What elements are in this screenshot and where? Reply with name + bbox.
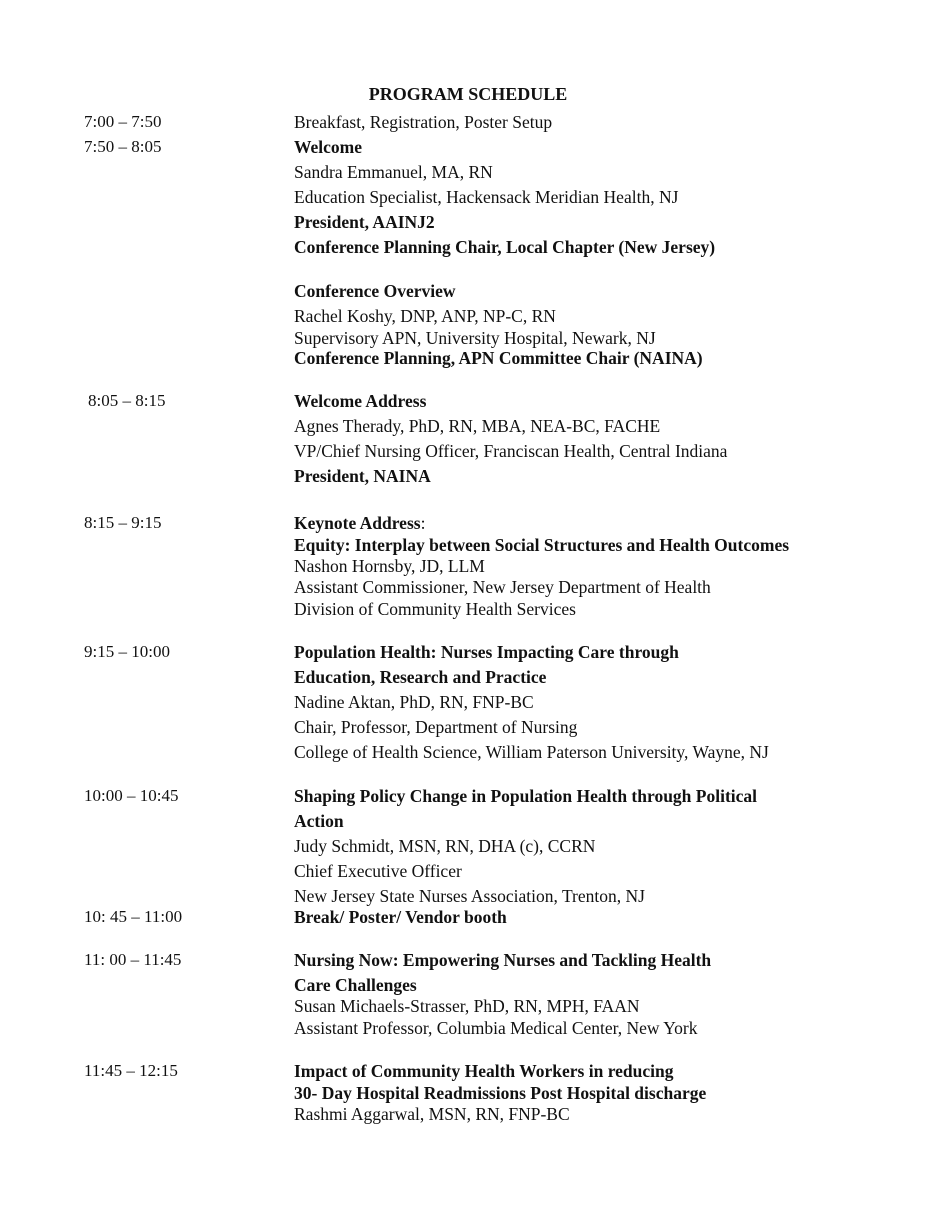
speaker-name: Nadine Aktan, PhD, RN, FNP-BC bbox=[294, 692, 534, 712]
session-title: Shaping Policy Change in Population Health through Political bbox=[294, 786, 758, 806]
session-title: Welcome Address bbox=[294, 391, 427, 411]
speaker-affiliation: Assistant Professor, Columbia Medical Center, New York bbox=[294, 1018, 698, 1038]
speaker-affiliation: College of Health Science, William Paterson University, Wayne, NJ bbox=[294, 742, 769, 762]
session-title: Nursing Now: Empowering Nurses and Tackling Health bbox=[294, 950, 712, 970]
speaker-name: Judy Schmidt, MSN, RN, DHA (c), CCRN bbox=[294, 836, 596, 856]
speaker-role: Conference Planning Chair, Local Chapter (New Jersey) bbox=[294, 237, 716, 257]
time-slot: 8:05 – 8:15 bbox=[88, 391, 166, 410]
session-title: Impact of Community Health Workers in reducing bbox=[294, 1061, 674, 1081]
session-title: 30- Day Hospital Readmissions Post Hospital discharge bbox=[294, 1083, 707, 1103]
time-slot: 10:00 – 10:45 bbox=[84, 786, 179, 805]
session-title: Population Health: Nurses Impacting Care through bbox=[294, 642, 679, 662]
session-title: Equity: Interplay between Social Structures and Health Outcomes bbox=[294, 535, 790, 555]
speaker-affiliation: Supervisory APN, University Hospital, Newark, NJ bbox=[294, 328, 656, 348]
time-slot: 7:00 – 7:50 bbox=[84, 112, 162, 131]
speaker-role: President, NAINA bbox=[294, 466, 431, 486]
time-slot: 7:50 – 8:05 bbox=[84, 137, 162, 156]
speaker-affiliation: Chair, Professor, Department of Nursing bbox=[294, 717, 578, 737]
speaker-affiliation: New Jersey State Nurses Association, Trenton, NJ bbox=[294, 886, 645, 906]
session-title: Care Challenges bbox=[294, 975, 417, 995]
speaker-name: Sandra Emmanuel, MA, RN bbox=[294, 162, 493, 182]
session-title: Education, Research and Practice bbox=[294, 667, 547, 687]
session-title: Welcome bbox=[294, 137, 363, 157]
session-title: Break/ Poster/ Vendor booth bbox=[294, 907, 507, 927]
speaker-name: Agnes Therady, PhD, RN, MBA, NEA-BC, FACHE bbox=[294, 416, 661, 436]
speaker-affiliation: VP/Chief Nursing Officer, Franciscan Health, Central Indiana bbox=[294, 441, 728, 461]
speaker-name: Susan Michaels-Strasser, PhD, RN, MPH, FAAN bbox=[294, 996, 640, 1016]
speaker-affiliation: Division of Community Health Services bbox=[294, 599, 576, 619]
time-slot: 10: 45 – 11:00 bbox=[84, 907, 183, 926]
time-slot: 8:15 – 9:15 bbox=[84, 513, 162, 532]
session-title: Action bbox=[294, 811, 344, 831]
speaker-name: Rashmi Aggarwal, MSN, RN, FNP-BC bbox=[294, 1104, 570, 1124]
speaker-role: President, AAINJ2 bbox=[294, 212, 435, 232]
session-line: Breakfast, Registration, Poster Setup bbox=[294, 112, 553, 132]
speaker-name: Rachel Koshy, DNP, ANP, NP-C, RN bbox=[294, 306, 556, 326]
session-title: Conference Overview bbox=[294, 281, 456, 301]
speaker-role: Conference Planning, APN Committee Chair (NAINA) bbox=[294, 348, 703, 368]
time-slot: 11: 00 – 11:45 bbox=[84, 950, 182, 969]
speaker-affiliation: Education Specialist, Hackensack Meridian Health, NJ bbox=[294, 187, 679, 207]
speaker-affiliation: Assistant Commissioner, New Jersey Department of Health bbox=[294, 577, 711, 597]
keynote-label: Keynote Address bbox=[294, 513, 421, 533]
speaker-affiliation: Chief Executive Officer bbox=[294, 861, 462, 881]
keynote-colon: : bbox=[420, 513, 426, 533]
speaker-name: Nashon Hornsby, JD, LLM bbox=[294, 556, 485, 576]
time-slot: 9:15 – 10:00 bbox=[84, 642, 170, 661]
page-title: PROGRAM SCHEDULE bbox=[368, 84, 568, 104]
session-label bbox=[294, 512, 425, 534]
time-slot: 11:45 – 12:15 bbox=[84, 1061, 178, 1080]
